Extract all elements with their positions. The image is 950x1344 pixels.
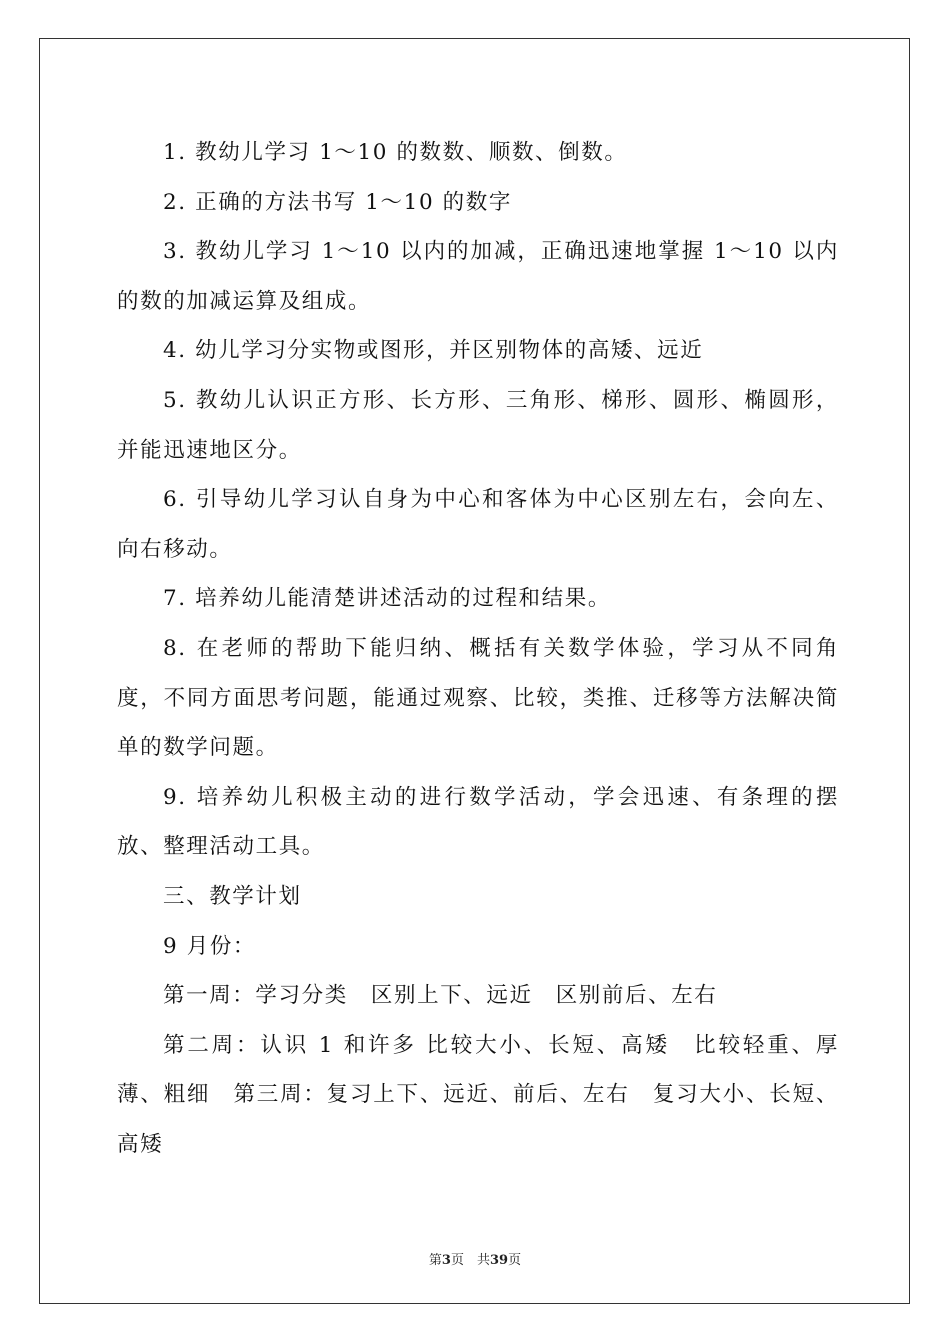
section-heading-teaching-plan: 三、教学计划 <box>163 883 302 909</box>
footer-page-total: 39 <box>489 1253 509 1268</box>
paragraph-item-2: 2. 正确的方法书写 1～10 的数字 <box>163 189 512 215</box>
paragraph-item-7: 7. 培养幼儿能清楚讲述活动的过程和结果。 <box>163 586 611 612</box>
document-body <box>117 128 839 1169</box>
footer-page-prefix: 第 <box>428 1253 442 1268</box>
paragraph-item-5: 5. 教幼儿认识正方形、长方形、三角形、梯形、圆形、椭圆形，并能迅速地区分。 <box>117 387 839 463</box>
paragraph-item-1: 1. 教幼儿学习 1～10 的数数、顺数、倒数。 <box>163 140 628 165</box>
footer-page-mid: 页 共 <box>450 1253 490 1268</box>
week-plan-2-3: 第二周：认识 1 和许多 比较大小、长短、高矮 比较轻重、厚薄、粗细 第三周：复习上下、远近、前后、左右 复习大小、长短、高矮 <box>117 1032 839 1157</box>
paragraph-item-9: 9. 培养幼儿积极主动的进行数学活动，学会迅速、有条理的摆放、整理活动工具。 <box>117 784 839 860</box>
footer-page-current: 3 <box>441 1253 451 1268</box>
page-footer <box>0 1249 950 1268</box>
paragraph-item-4: 4. 幼儿学习分实物或图形，并区别物体的高矮、远近 <box>163 338 704 364</box>
paragraph-item-6: 6. 引导幼儿学习认自身为中心和客体为中心区别左右，会向左、向右移动。 <box>117 487 839 562</box>
paragraph-item-8: 8. 在老师的帮助下能归纳、概括有关数学体验，学习从不同角度，不同方面思考问题，能通过观察、比较，类推、迁移等方法解决简单的数学问题。 <box>117 635 839 761</box>
week-plan-1: 第一周：学习分类 区别上下、远近 区别前后、左右 <box>163 983 718 1009</box>
footer-page-suffix: 页 <box>508 1253 522 1268</box>
month-heading: 9 月份： <box>163 933 257 959</box>
paragraph-item-3: 3. 教幼儿学习 1～10 以内的加减，正确迅速地掌握 1～10 以内的数的加减运算及组成。 <box>117 239 839 314</box>
